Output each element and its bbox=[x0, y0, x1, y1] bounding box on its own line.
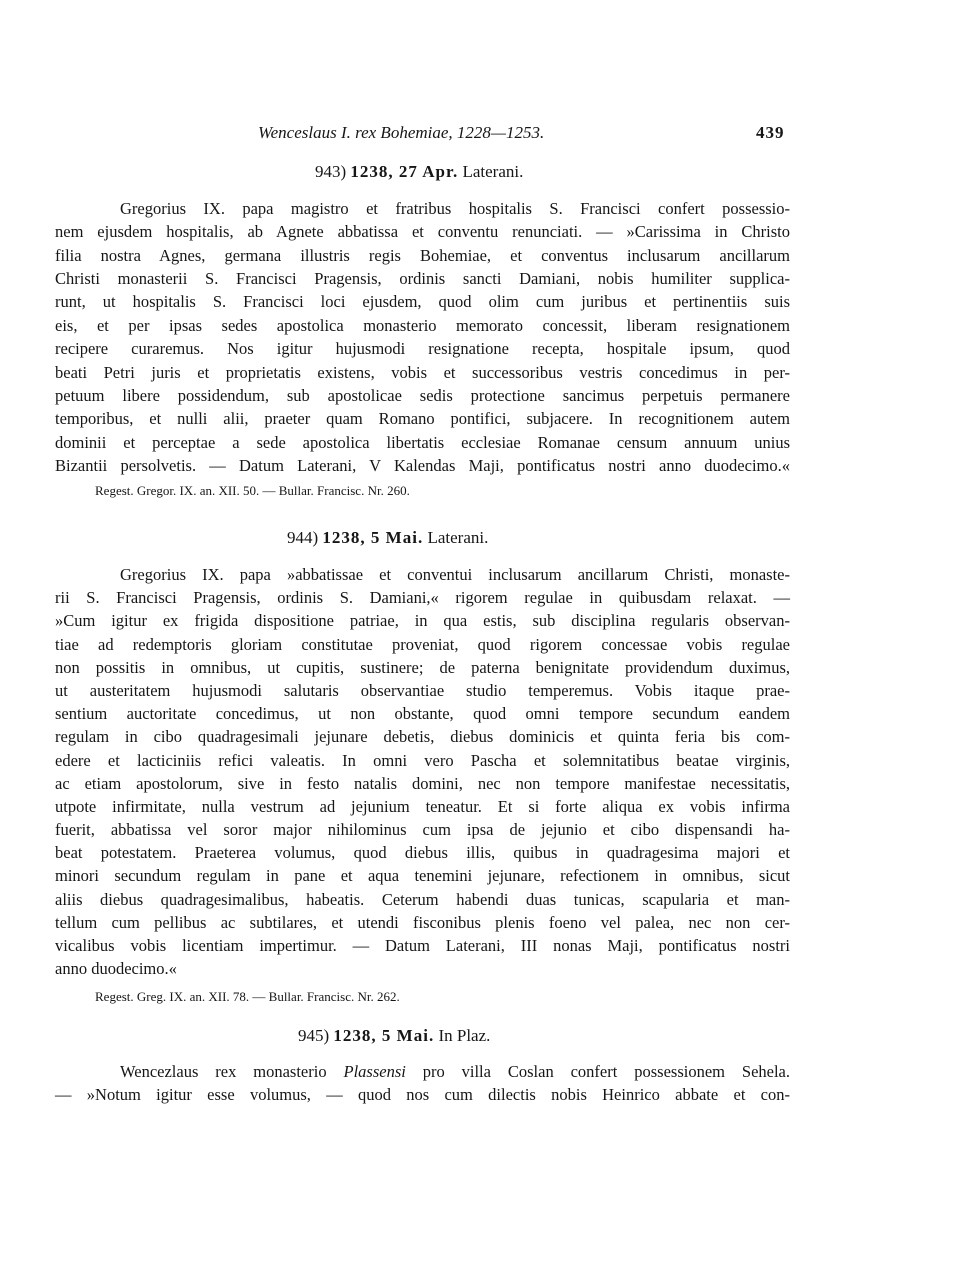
text-line: ac etiam apostolorum, sive in festo natalis domini, nec non tempore manifestae necessitatis, bbox=[55, 773, 790, 793]
text-line: recipere curaremus. Nos igitur hujusmodi resignatione recepta, hospitale ipsum, quod bbox=[55, 339, 790, 359]
text-line: Gregorius IX. papa »abbatissae et conventui inclusarum ancillarum Christi, monaste- bbox=[120, 565, 790, 584]
text-line: filia nostra Agnes, germana illustris regis Bohemiae, et conventus inclusarum ancillarum bbox=[55, 245, 790, 265]
entry-text-944 bbox=[55, 563, 790, 980]
entry-place: In Plaz. bbox=[438, 1026, 491, 1045]
entry-text-943 bbox=[55, 197, 790, 477]
entry-heading-943 bbox=[315, 160, 523, 184]
entry-place: Laterani. bbox=[427, 528, 489, 547]
entry-heading-944 bbox=[287, 526, 488, 550]
text-line: vicalibus vobis licentiam impertimur. — Datum Laterani, III nonas Maji, pontificatus nostri bbox=[55, 936, 790, 955]
entry-text-945 bbox=[55, 1060, 790, 1106]
text-segment: Wencezlaus rex monasterio bbox=[120, 1062, 344, 1081]
entry-heading-945 bbox=[298, 1024, 490, 1048]
text-line: petuum libere possidendum, sub apostolicae sedis protectione sancimus perpetuis permanere bbox=[55, 385, 790, 405]
entry-date: 1238, 5 Mai. bbox=[333, 1026, 435, 1045]
text-line: Gregorius IX. papa magistro et fratribus hospitalis S. Francisci confert possessio- bbox=[120, 199, 790, 218]
running-title: Wenceslaus I. rex Bohemiae, 1228—1253. bbox=[258, 123, 545, 142]
text-line: ut austeritatem hujusmodi salutaris observantiae studio temperemus. Vobis itaque prae- bbox=[55, 680, 790, 700]
text-line: fuerit, abbatissa vel soror major nihilominus cum ipsa de jejunio et cibo dispensandi ha- bbox=[55, 820, 790, 840]
text-line bbox=[55, 1060, 790, 1083]
text-line: utpote infirmitate, nulla vestrum ad jejunium teneatur. Et si forte aliqua ex vobis infirma bbox=[55, 796, 790, 816]
text-line: anno duodecimo.« bbox=[55, 959, 177, 979]
text-line: beati Petri juris et proprietatis existens, vobis et successoribus vestris concedimus in per- bbox=[55, 362, 790, 382]
text-line: Bizantii persolvetis. — Datum Laterani, V Kalendas Maji, pontificatus nostri anno duodecimo.« bbox=[55, 455, 790, 475]
text-line: beat potestatem. Praeterea volumus, quod diebus illis, quibus in quadragesima majori et bbox=[55, 843, 790, 863]
text-line: tiae ad redemptoris gloriam constitutae proveniat, quod rigorem concessae vobis regulae bbox=[55, 634, 790, 654]
source-citation-944: Regest. Greg. IX. an. XII. 78. — Bullar. Francisc. Nr. 262. bbox=[95, 989, 400, 1004]
entry-number: 944) bbox=[287, 528, 319, 547]
entry-date: 1238, 27 Apr. bbox=[350, 162, 459, 181]
text-segment: pro villa Coslan confert possessionem Sehela. bbox=[405, 1062, 790, 1081]
text-line: rii S. Francisci Pragensis, ordinis S. Damiani,« rigorem regulae in quibusdam relaxat. — bbox=[55, 588, 790, 608]
source-citation-943: Regest. Gregor. IX. an. XII. 50. — Bullar. Francisc. Nr. 260. bbox=[95, 483, 410, 498]
text-line: sentium auctoritate concedimus, ut non obstante, quod omni tempore secundum eandem bbox=[55, 704, 790, 724]
text-line: edere et lacticiniis refici valeatis. In omni vero Pascha et solemnitatibus beatae virginis, bbox=[55, 750, 790, 770]
text-line: eis, et per ipsas sedes apostolica monasterio memorato concessit, liberam resignationem bbox=[55, 315, 790, 335]
text-line: — »Notum igitur esse volumus, — quod nos cum dilectis nobis Heinrico abbate et con- bbox=[55, 1085, 790, 1104]
text-line: aliis diebus quadragesimalibus, habeatis. Ceterum habendi duas tunicas, scapularia et man- bbox=[55, 889, 790, 909]
entry-number: 945) bbox=[298, 1026, 330, 1045]
text-line: non possitis in omnibus, ut cupitis, sustinere; de paterna benignitate providendum duximus, bbox=[55, 657, 790, 677]
text-line: minori secundum regulam in pane et aqua tenemini jejunare, refectionem in omnibus, sicut bbox=[55, 866, 790, 886]
entry-place: Laterani. bbox=[462, 162, 524, 181]
text-line: nem ejusdem hospitalis, ab Agnete abbatissa et conventu renunciati. — »Carissima in Christo bbox=[55, 222, 790, 242]
text-line: temporibus, et nulli alii, praeter quam Romano pontifici, subjacere. In recognitionem autem bbox=[55, 409, 790, 429]
entry-number: 943) bbox=[315, 162, 347, 181]
text-line: Christi monasterii S. Francisci Pragensis, ordinis sancti Damiani, nobis humiliter supplica- bbox=[55, 269, 790, 289]
italic-place-name: Plassensi bbox=[343, 1062, 406, 1081]
text-line: dominii et perceptae a sede apostolica libertatis ecclesiae Romanae censum annuum unius bbox=[55, 432, 790, 452]
text-line: runt, ut hospitalis S. Francisci loci ejusdem, quod olim cum juribus et pertinentiis suis bbox=[55, 292, 790, 312]
page-number: 439 bbox=[756, 123, 785, 142]
text-line: »Cum igitur ex frigida dispositione patriae, in qua estis, sub disciplina regularis observan- bbox=[55, 611, 790, 631]
text-line: regulam in cibo quadragesimali jejunare debetis, diebus dominicis et quinta feria bis com- bbox=[55, 727, 790, 747]
entry-date: 1238, 5 Mai. bbox=[322, 528, 424, 547]
text-line: tellum cum pellibus ac subtilares, et utendi fisconibus plenis foeno vel palea, nec non cer- bbox=[55, 912, 790, 932]
